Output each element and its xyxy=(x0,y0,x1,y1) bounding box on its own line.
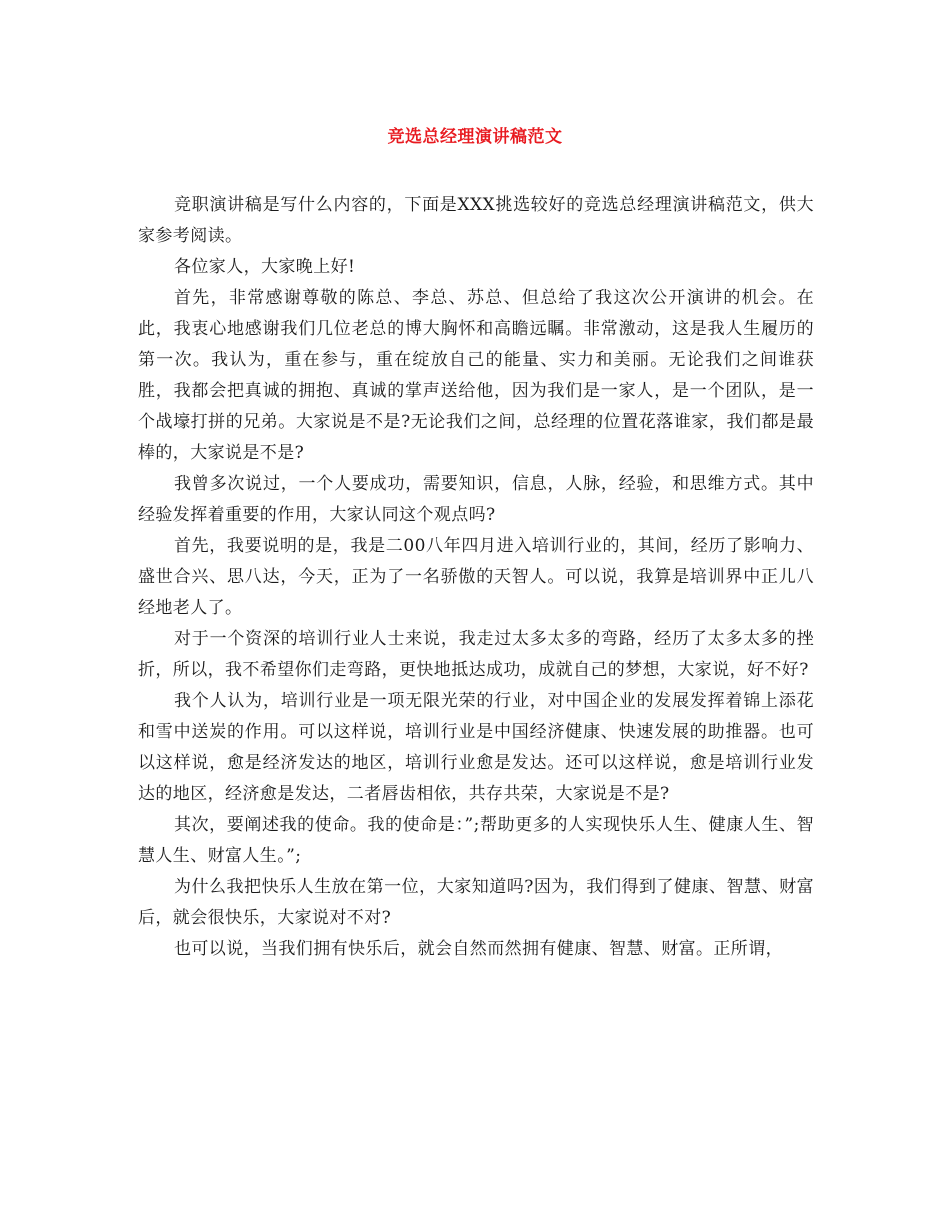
paragraph-mission: 其次，要阐述我的使命。我的使命是：”;帮助更多的人实现快乐人生、健康人生、智慧人生、财富人生。”; xyxy=(138,815,814,866)
document-title: 竞选总经理演讲稿范文 xyxy=(387,127,563,147)
paragraph-detours: 对于一个资深的培训行业人士来说，我走过太多太多的弯路，经历了太多太多的挫折，所以，我不希望你们走弯路，更快地抵达成功，成就自己的梦想，大家说，好不好? xyxy=(138,629,814,680)
paragraph-greeting: 各位家人，大家晚上好! xyxy=(174,257,356,277)
paragraph-background: 首先，我要说明的是，我是二00八年四月进入培训行业的，其间，经历了影响力、盛世合兴、思八达，今天，正为了一名骄傲的天智人。可以说，我算是培训界中正儿八经地老人了。 xyxy=(138,536,814,618)
paragraph-happiness-first: 为什么我把快乐人生放在第一位，大家知道吗?因为，我们得到了健康、智慧、财富后，就会很快乐，大家说对不对? xyxy=(138,877,814,928)
paragraph-experience: 我曾多次说过，一个人要成功，需要知识，信息，人脉，经验，和思维方式。其中经验发挥着重要的作用，大家认同这个观点吗? xyxy=(138,474,814,525)
paragraph-industry: 我个人认为，培训行业是一项无限光荣的行业，对中国企业的发展发挥着锦上添花和雪中送炭的作用。可以这样说，培训行业是中国经济健康、快速发展的助推器。也可以这样说，愈是经济发达的地区，培训行业愈是发达。还可以这样说，愈是培训行业发达的地区，经济愈是发达，二者唇齿相依，共存共荣，大家说是不是? xyxy=(138,691,814,804)
document-body xyxy=(138,190,814,965)
paragraph-happiness-result: 也可以说，当我们拥有快乐后，就会自然而然拥有健康、智慧、财富。正所谓， xyxy=(174,939,783,959)
paragraph-intro: 竞职演讲稿是写什么内容的，下面是XXX挑选较好的竞选总经理演讲稿范文，供大家参考阅读。 xyxy=(138,195,814,246)
paragraph-thanks: 首先，非常感谢尊敬的陈总、李总、苏总、但总给了我这次公开演讲的机会。在此，我衷心地感谢我们几位老总的博大胸怀和高瞻远瞩。非常激动，这是我人生履历的第一次。我认为，重在参与，重在绽放自己的能量、实力和美丽。无论我们之间谁获胜，我都会把真诚的拥抱、真诚的掌声送给他，因为我们是一家人，是一个团队，是一个战壕打拼的兄弟。大家说是不是?无论我们之间，总经理的位置花落谁家，我们都是最棒的，大家说是不是? xyxy=(138,288,814,463)
